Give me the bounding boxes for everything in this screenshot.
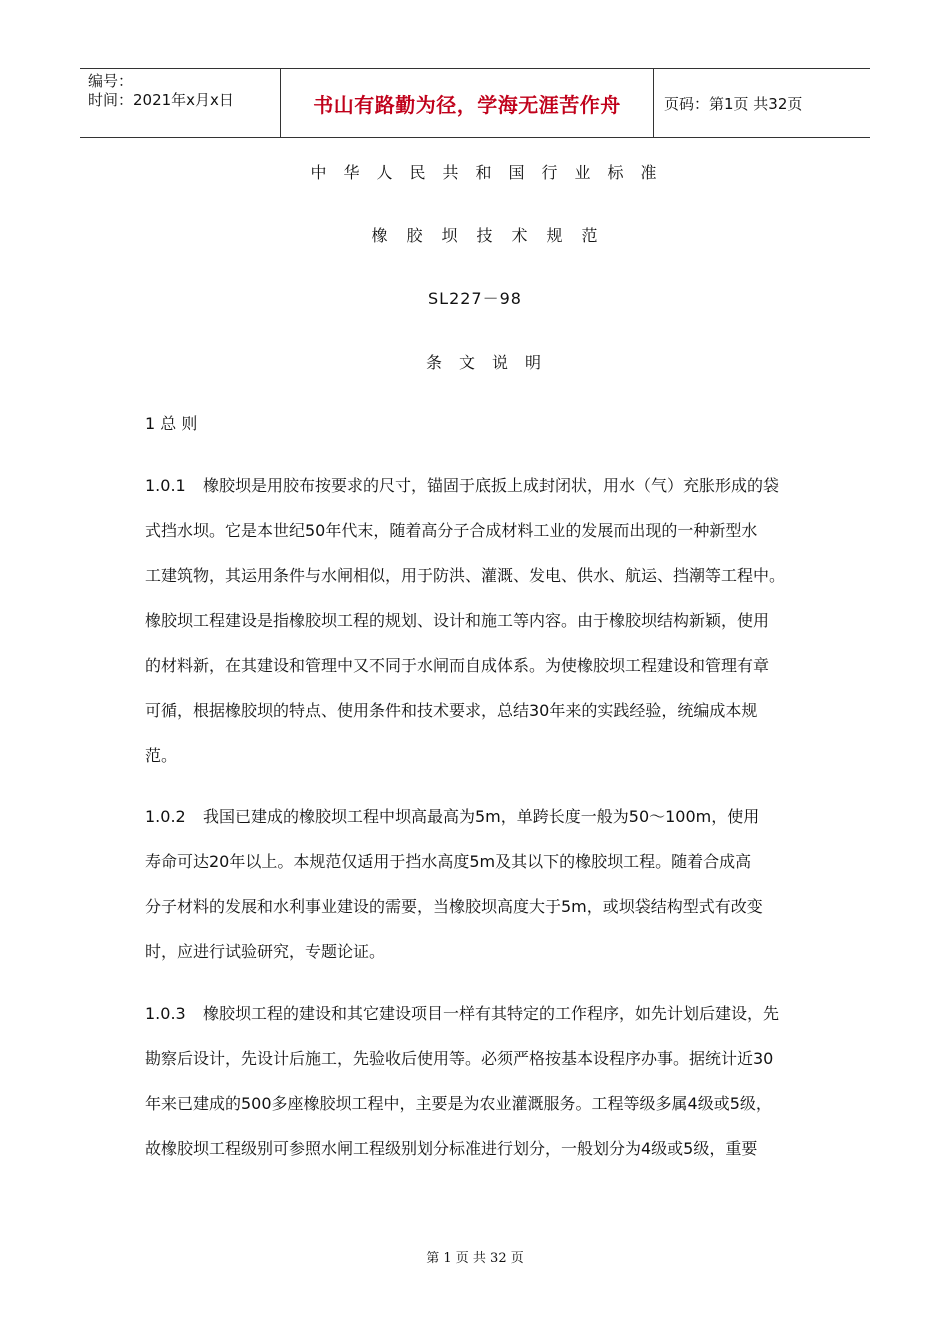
clause-line: 分子材料的发展和水利事业建设的需要，当橡胶坝高度大于5m，或坝袋结构型式有改变 (145, 897, 763, 916)
clause-line: 橡胶坝是用胶布按要求的尺寸，锚固于底扳上成封闭状，用水（气）充胀形成的袋 (203, 476, 780, 495)
header-page-cell (654, 69, 870, 137)
motto-text: 书山有路勤为径，学海无涯苦作舟 (313, 92, 621, 117)
header-table (80, 68, 870, 138)
clause-line: 时，应进行试验研究，专题论证。 (145, 942, 386, 961)
document-number-label: 编号： (88, 72, 134, 90)
clause-line: 故橡胶坝工程级别可参照水闸工程级别划分标准进行划分，一般划分为4级或5级，重要 (145, 1139, 758, 1158)
clause-line: 寿命可达20年以上。本规范仅适用于挡水高度5m及其以下的橡胶坝工程。随着合成高 (145, 852, 752, 871)
standard-title: 中华人民共和国行业标准 (310, 163, 674, 182)
header-meta-cell (80, 69, 281, 137)
clause-line: 橡胶坝工程建设是指橡胶坝工程的规划、设计和施工等内容。由于橡胶坝结构新颖，使用 (145, 611, 770, 630)
page-footer: 第 1 页 共 32 页 (426, 1251, 524, 1266)
clause-line: 式挡水坝。它是本世纪50年代末，随着高分子合成材料工业的发展而出现的一种新型水 (145, 521, 758, 540)
document-time-label: 时间：2021年x月x日 (88, 91, 234, 109)
clause-line: 范。 (145, 746, 178, 765)
clause-1-0-2 (145, 806, 825, 986)
clause-line: 可循，根据橡胶坝的特点、使用条件和技术要求，总结30年来的实践经验，统编成本规 (145, 701, 758, 720)
section-heading: 条文说明 (425, 353, 558, 372)
clause-number: 1.0.3 (145, 1004, 186, 1023)
chapter-heading: 1 总 则 (145, 414, 198, 433)
spec-title: 橡胶坝技术规范 (371, 226, 617, 245)
page-info: 页码：第1页 共32页 (664, 94, 803, 113)
clause-line: 橡胶坝工程的建设和其它建设项目一样有其特定的工作程序，如先计划后建设，先 (203, 1004, 780, 1023)
header-motto-cell (281, 69, 654, 137)
clause-line: 勘察后设计，先设计后施工，先验收后使用等。必须严格按基本设程序办事。据统计近30 (145, 1049, 774, 1068)
standard-code: SL227－98 (428, 289, 522, 308)
clause-line: 的材料新，在其建设和管理中又不同于水闸而自成体系。为使橡胶坝工程建设和管理有章 (145, 656, 770, 675)
clause-line: 我国已建成的橡胶坝工程中坝高最高为5m，单跨长度一般为50～100m，使用 (203, 807, 760, 826)
clause-number: 1.0.2 (145, 807, 186, 826)
clause-line: 年来已建成的500多座橡胶坝工程中，主要是为农业灌溉服务。工程等级多属4级或5级， (145, 1094, 772, 1113)
clause-line: 工建筑物，其运用条件与水闸相似，用于防洪、灌溉、发电、供水、航运、挡潮等工程中。 (145, 566, 786, 585)
clause-number: 1.0.1 (145, 476, 186, 495)
clause-1-0-3 (145, 1003, 825, 1183)
clause-1-0-1 (145, 475, 825, 790)
